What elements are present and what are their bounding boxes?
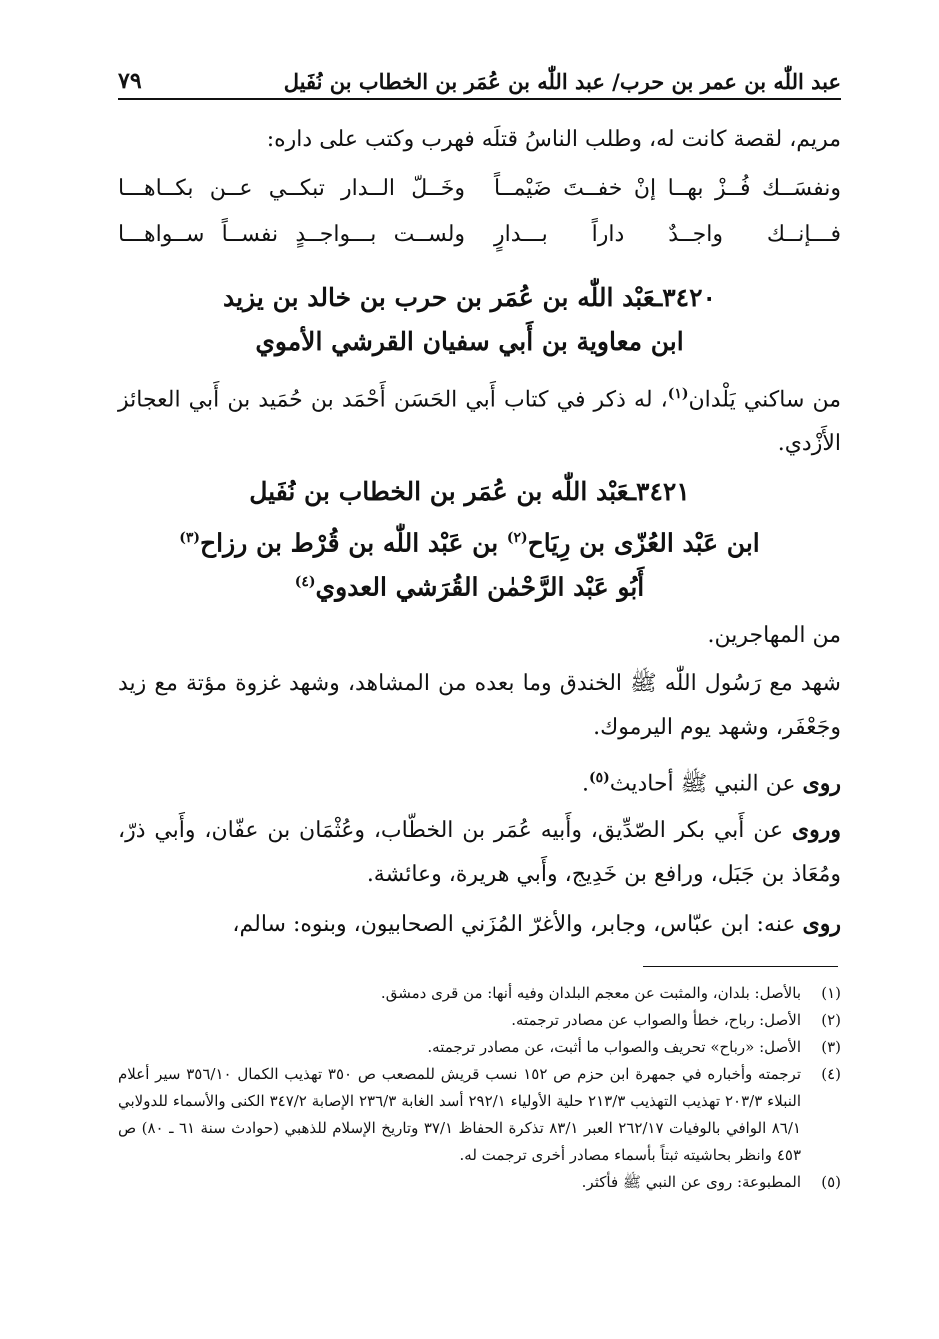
footnote-2: [118, 1007, 841, 1034]
footnote-separator: [643, 966, 838, 967]
footnote-ref-3: (٣): [179, 530, 201, 546]
entry-3421-heading-line2: [98, 516, 841, 565]
entry-3421-heading-line3: [98, 560, 841, 609]
entry-3421-heading-line3-text: أَبُو عَبْد الرَّحْمٰن القُرَشي العدوي: [315, 572, 645, 602]
entry-3420-text-b: ، له ذكر في كتاب أَبي الحَسَن أَحْمَد بن حُمَيد بن أَبي العجائز الأَزْدي.: [118, 387, 841, 457]
warawa-lead: وروى: [791, 817, 841, 843]
verse-2-second-hemistich: ولســت بـــواجــدٍ نفســاً ســواهـــا: [118, 221, 466, 247]
footnote-number: (٢): [821, 1011, 841, 1029]
rawa-lead: روى: [802, 770, 841, 797]
footnote-ref-1: (١): [667, 386, 689, 402]
entry-3421-warawa: [118, 808, 841, 897]
verse-2: [118, 212, 841, 256]
warawa-text: عن أَبي بكر الصّدِّيق، وأَبيه عُمَر بن الخطّاب، وعُثْمَان بن عفّان، وأَبي ذرّ، ومُعَاذ بن جَبَل، ورافع بن خَدِيج، وأَبي هريرة، وعائشة.: [118, 818, 841, 887]
entry-3421-rawa: [118, 756, 841, 806]
footnote-number: (٥): [821, 1173, 841, 1191]
running-header: [118, 52, 841, 100]
entry-3420-heading-line1: ٣٤٢٠ـعَبْد اللّٰه بن عُمَر بن حرب بن خالد بن يزيد: [223, 283, 716, 312]
footnote-number: (٣): [821, 1038, 841, 1056]
footnote-ref-5: (٥): [588, 770, 610, 786]
entry-3420-heading-line2: ابن معاوية بن أَبي سفيان القرشي الأموي: [255, 327, 684, 356]
rawa-end: .: [581, 771, 589, 797]
verse-1-second-hemistich: وخَــلّ الــدار تبكــي عــن بكــاهـــا: [118, 175, 466, 201]
footnote-text: ترجمته وأخباره في جمهرة ابن حزم ص ١٥٢ نسب قريش للمصعب ص ٣٥٠ تهذيب الكمال ٣٥٦/١٠ سير أعلام النبلاء ٢٠٣/٣ تهذيب التهذيب ٢١٣/٣ حلية الأولياء ٢٩٢/١ أسد الغابة ٢٣٦/٣ الإصابة ٣٤٧/٢ الكنى والأسماء للدولابي ٨٦/١ الوافي بالوفيات ٢٦٢/١٧ العبر ٨٣/١ تذكرة الحفاظ ٣٧/١ وتاريخ الإسلام للذهبي (حوادث سنة ٦١ ـ ٨٠) ص ٤٥٣ وانظر بحاشيته ثبتاً بأسماء مصادر أخرى ترجمت له.: [118, 1065, 801, 1164]
verse-1: [118, 166, 841, 210]
footnote-ref-2: (٢): [506, 530, 528, 546]
entry-3421-heading-line1: ٣٤٢١ـعَبْد اللّٰه بن عُمَر بن الخطاب بن نُفَيل: [249, 477, 690, 506]
footnote-text: بالأصل: بلدان، والمثبت عن معجم البلدان وفيه أنها: من قرى دمشق.: [380, 984, 801, 1002]
verse-1-first-hemistich: ونفسَــك فُــزْ بهــا إنْ خفــتَ ضَيْمــاً: [493, 175, 841, 201]
entry-3421-muhajirin: من المهاجرين.: [707, 623, 841, 648]
rawa-anhu-lead: روى: [802, 911, 841, 937]
footnote-number: (١): [821, 984, 841, 1002]
running-title: عبد اللّٰه بن عمر بن حرب/ عبد اللّٰه بن عُمَر بن الخطاب بن نُفَيل: [283, 69, 841, 94]
footnote-5: [118, 1169, 841, 1196]
entry-3420-text-a: من ساكني يَلْدان: [688, 387, 841, 413]
footnote-text: الأصل: «رباح» تحريف والصواب ما أثبت، عن مصادر ترجمته.: [427, 1038, 801, 1056]
footnotes: [118, 980, 841, 1196]
entry-3421-heading-line2-a: ابن عَبْد العُزّى بن رِيَاح: [527, 528, 760, 558]
entry-3420-text: [118, 372, 841, 466]
rawa-text: عن النبي ﷺ أحاديث: [609, 771, 803, 797]
footnote-text: الأصل: رباح، خطأ والصواب عن مصادر ترجمته.: [511, 1011, 801, 1029]
verse-2-first-hemistich: فـــإنــك واجــدٌ داراً بـــدارٍ: [493, 221, 841, 247]
entry-3421-rawa-anhu: [118, 902, 841, 947]
page-number: ٧٩: [118, 68, 142, 94]
entry-3421-heading-line2-b: بن عَبْد اللّٰه بن قُرْط بن رزاح: [200, 528, 507, 558]
intro-line: مريم، لقصة كانت له، وطلب الناسُ قتلَه فهرب وكتب على داره:: [266, 127, 841, 152]
footnote-number: (٤): [821, 1065, 841, 1083]
footnote-1: [118, 980, 841, 1007]
entry-3421-shahid: شهد مع رَسُول اللّٰه ﷺ الخندق وما بعده من المشاهد، وشهد غزوة مؤتة مع زيد وجَعْفَر، وشهد يوم اليرموك.: [118, 671, 841, 740]
footnote-text: المطبوعة: روى عن النبي ﷺ فأكثر.: [581, 1173, 801, 1191]
footnote-4: [118, 1061, 841, 1169]
rawa-anhu-text: عنه: ابن عبّاس، وجابر، والأغرّ المُزَني الصحابيون، وبنوه: سالم،: [232, 912, 803, 937]
footnote-ref-4: (٤): [294, 574, 316, 590]
footnote-3: [118, 1034, 841, 1061]
